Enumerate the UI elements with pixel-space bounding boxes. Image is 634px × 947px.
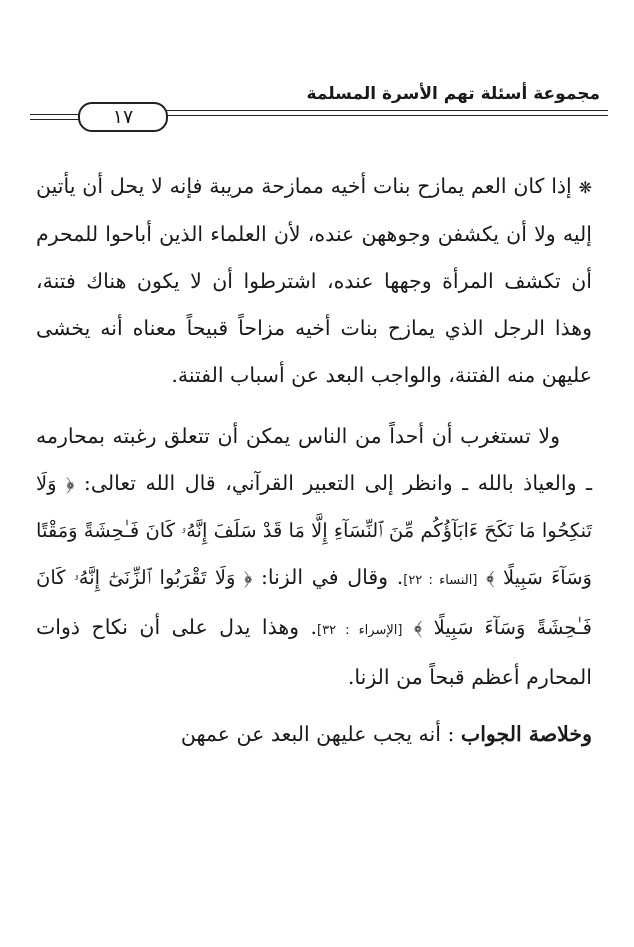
star-bullet-icon: ❋ <box>578 178 592 197</box>
verse-reference-1: [النساء : ٢٢] <box>403 573 478 588</box>
quran-verse-2: ﴿ وَلَا تَقْرَبُوا ٱلزِّنَىٰٓ إِنَّهُۥ كَانَ فَـٰحِشَةً وَسَآءَ سَبِيلًا ﴾ <box>36 566 592 639</box>
answer-summary-label: وخلاصة الجواب <box>460 722 592 746</box>
header-rule-left-top <box>30 114 80 115</box>
page-header <box>30 80 608 140</box>
verse-reference-2: [الإسراء : ٣٢] <box>317 623 403 638</box>
paragraph-2-middle: . وقال في الزنا: <box>260 565 404 589</box>
header-rule-right-top <box>148 110 608 111</box>
paragraph-3 <box>36 711 592 758</box>
page-body <box>36 163 592 758</box>
paragraph-2 <box>36 413 592 701</box>
paragraph-1-text: إذا كان العم يمازح بنات أخيه ممازحة مريبة فإنه لا يحل أن يأتين إليه ولا أن يكشفن وجوههن عنده، لأن العلماء الذين أباحوا للمحرم أن تكشف المرأة وجهها عنده، اشترطوا أن لا يكون هناك فتنة، وهذا الرجل الذي يمازح بنات أخيه مزاحاً قبيحاً معناه أنه يخشى عليهن منه الفتنة، والواجب البعد عن أسباب الفتنة. <box>36 174 592 387</box>
paragraph-1 <box>36 163 592 399</box>
book-title: مجموعة أسئلة تهم الأسرة المسلمة <box>306 84 600 104</box>
paragraph-2-intro: ولا تستغرب أن أحداً من الناس يمكن أن تتعلق رغبته بمحارمه ـ والعياذ بالله ـ وانظر إلى التعبير القرآني، قال الله تعالى: <box>36 424 593 495</box>
header-rule-left-bottom <box>30 119 80 120</box>
quran-verse-1: ﴿ وَلَا تَنكِحُوا مَا نَكَحَ ءَابَآؤُكُم مِّنَ ٱلنِّسَآءِ إِلَّا مَا قَدْ سَلَفَ إِنَّهُۥ كَانَ فَـٰحِشَةً وَمَقْتًا وَسَآءَ سَبِيلًا ﴾ <box>36 472 592 589</box>
paragraph-3-text: : أنه يجب عليهن البعد عن عمهن <box>180 722 455 746</box>
page-number: ١٧ <box>78 102 168 132</box>
header-rule-right-bottom <box>148 115 608 116</box>
paragraph-2-ending: . وهذا يدل على أن نكاح ذوات المحارم أعظم قبحاً من الزنا. <box>36 615 592 689</box>
